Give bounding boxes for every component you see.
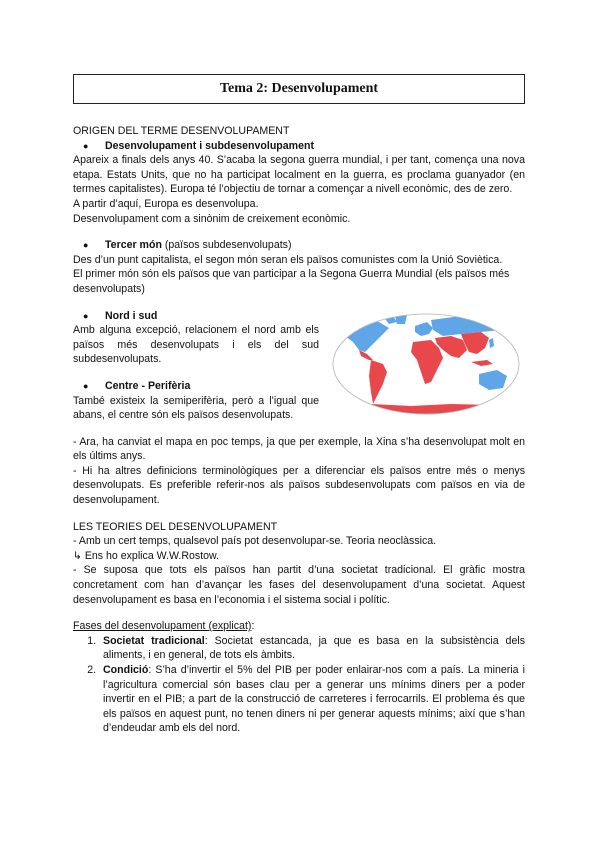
- paragraph: ↳ Ens ho explica W.W.Rostow.: [73, 549, 220, 562]
- bullet-icon: ●: [83, 240, 89, 251]
- document-body: [73, 124, 525, 736]
- section-heading-theories: LES TEORIES DEL DESENVOLUPAMENT: [73, 520, 278, 533]
- world-map-icon: [331, 312, 521, 416]
- bullet-icon: ●: [83, 140, 89, 151]
- bullet-icon: ●: [83, 380, 89, 391]
- paragraph: - Ara, ha canviat el mapa en poc temps, ja que per exemple, la Xina s’ha desenvolupat molt en els últims anys.: [73, 435, 525, 463]
- paragraph: El primer món són els països que van participar a la Segona Guerra Mundial (els països més desenvolupats): [73, 268, 510, 295]
- list-item: 1. Societat tradicional: Societat estancada, ja que es basa en la subsistència dels aliments, i en general, de tots els àmbits.: [99, 634, 525, 663]
- map-section: [73, 309, 525, 423]
- paragraph: - Hi ha altres definicions terminològiques per a diferenciar els països entre més o menys desenvolupats. Es preferible referir-nos als països subdesenvolupats com països en via de desenvolupament.: [73, 464, 525, 507]
- paragraph: - Se suposa que tots els països han partit d’una societat tradicional. El gràfic mostra concretament com han d’avançar les fases del desenvolupament d’una societat. Aquest desenvolupament es basa en l’economia i el sistema social i polític.: [73, 564, 525, 606]
- bullet-item: ● Tercer món (països subdesenvolupats): [83, 239, 292, 252]
- bullet-icon: ●: [83, 310, 89, 321]
- section-heading-origin: ORIGEN DEL TERME DESENVOLUPAMENT: [73, 125, 290, 137]
- bullet-item: ● Nord i sud: [83, 309, 158, 322]
- bullet-item: ● Centre - Perifèria: [83, 379, 191, 392]
- phases-heading: Fases del desenvolupament (explicat):: [73, 620, 255, 633]
- paragraph: També existeix la semiperifèria, però a l’igual que abans, el centre són els països desenvolupats.: [73, 394, 319, 422]
- page-title: Tema 2: Desenvolupament: [73, 74, 525, 104]
- paragraph: Amb alguna excepció, relacionem el nord amb els països més desenvolupats i els del sud subdesenvolupats.: [73, 324, 319, 366]
- bullet-item: ● Desenvolupament i subdesenvolupament: [83, 139, 314, 152]
- paragraph: - Amb un cert temps, qualsevol país pot desenvolupar-se. Teoria neoclàssica.: [73, 535, 437, 548]
- paragraph: Apareix a finals dels anys 40. S’acaba la segona guerra mundial, i per tant, comença una nova etapa. Estats Units, que no ha participat localment en la guerra, es proclama guanyador (en termes capitalistes). Europa té l’objectiu de tornar a començar a nivell econòmic, des de zero.: [73, 154, 525, 196]
- paragraph: A partir d’aquí, Europa es desenvolupa.: [73, 197, 259, 210]
- paragraph: Des d’un punt capitalista, el segon món seran els països comunistes com la Unió Soviètica.: [73, 253, 503, 266]
- list-item: 2. Condició: S’ha d’invertir el 5% del PIB per poder enlairar-nos com a país. La mineria i l’agricultura comercial són bases clau per a generar uns mínims diners per a poder invertir en el PIB; a part de la construcció de carreteres i ferrocarrils. El problema és que els països en aquest punt, no tenen diners ni per generar aquests mínims; així que s’han d’endeudar amb els del nord.: [99, 663, 525, 736]
- paragraph: Desenvolupament com a sinònim de creixement econòmic.: [73, 212, 351, 225]
- phases-list: [73, 634, 525, 736]
